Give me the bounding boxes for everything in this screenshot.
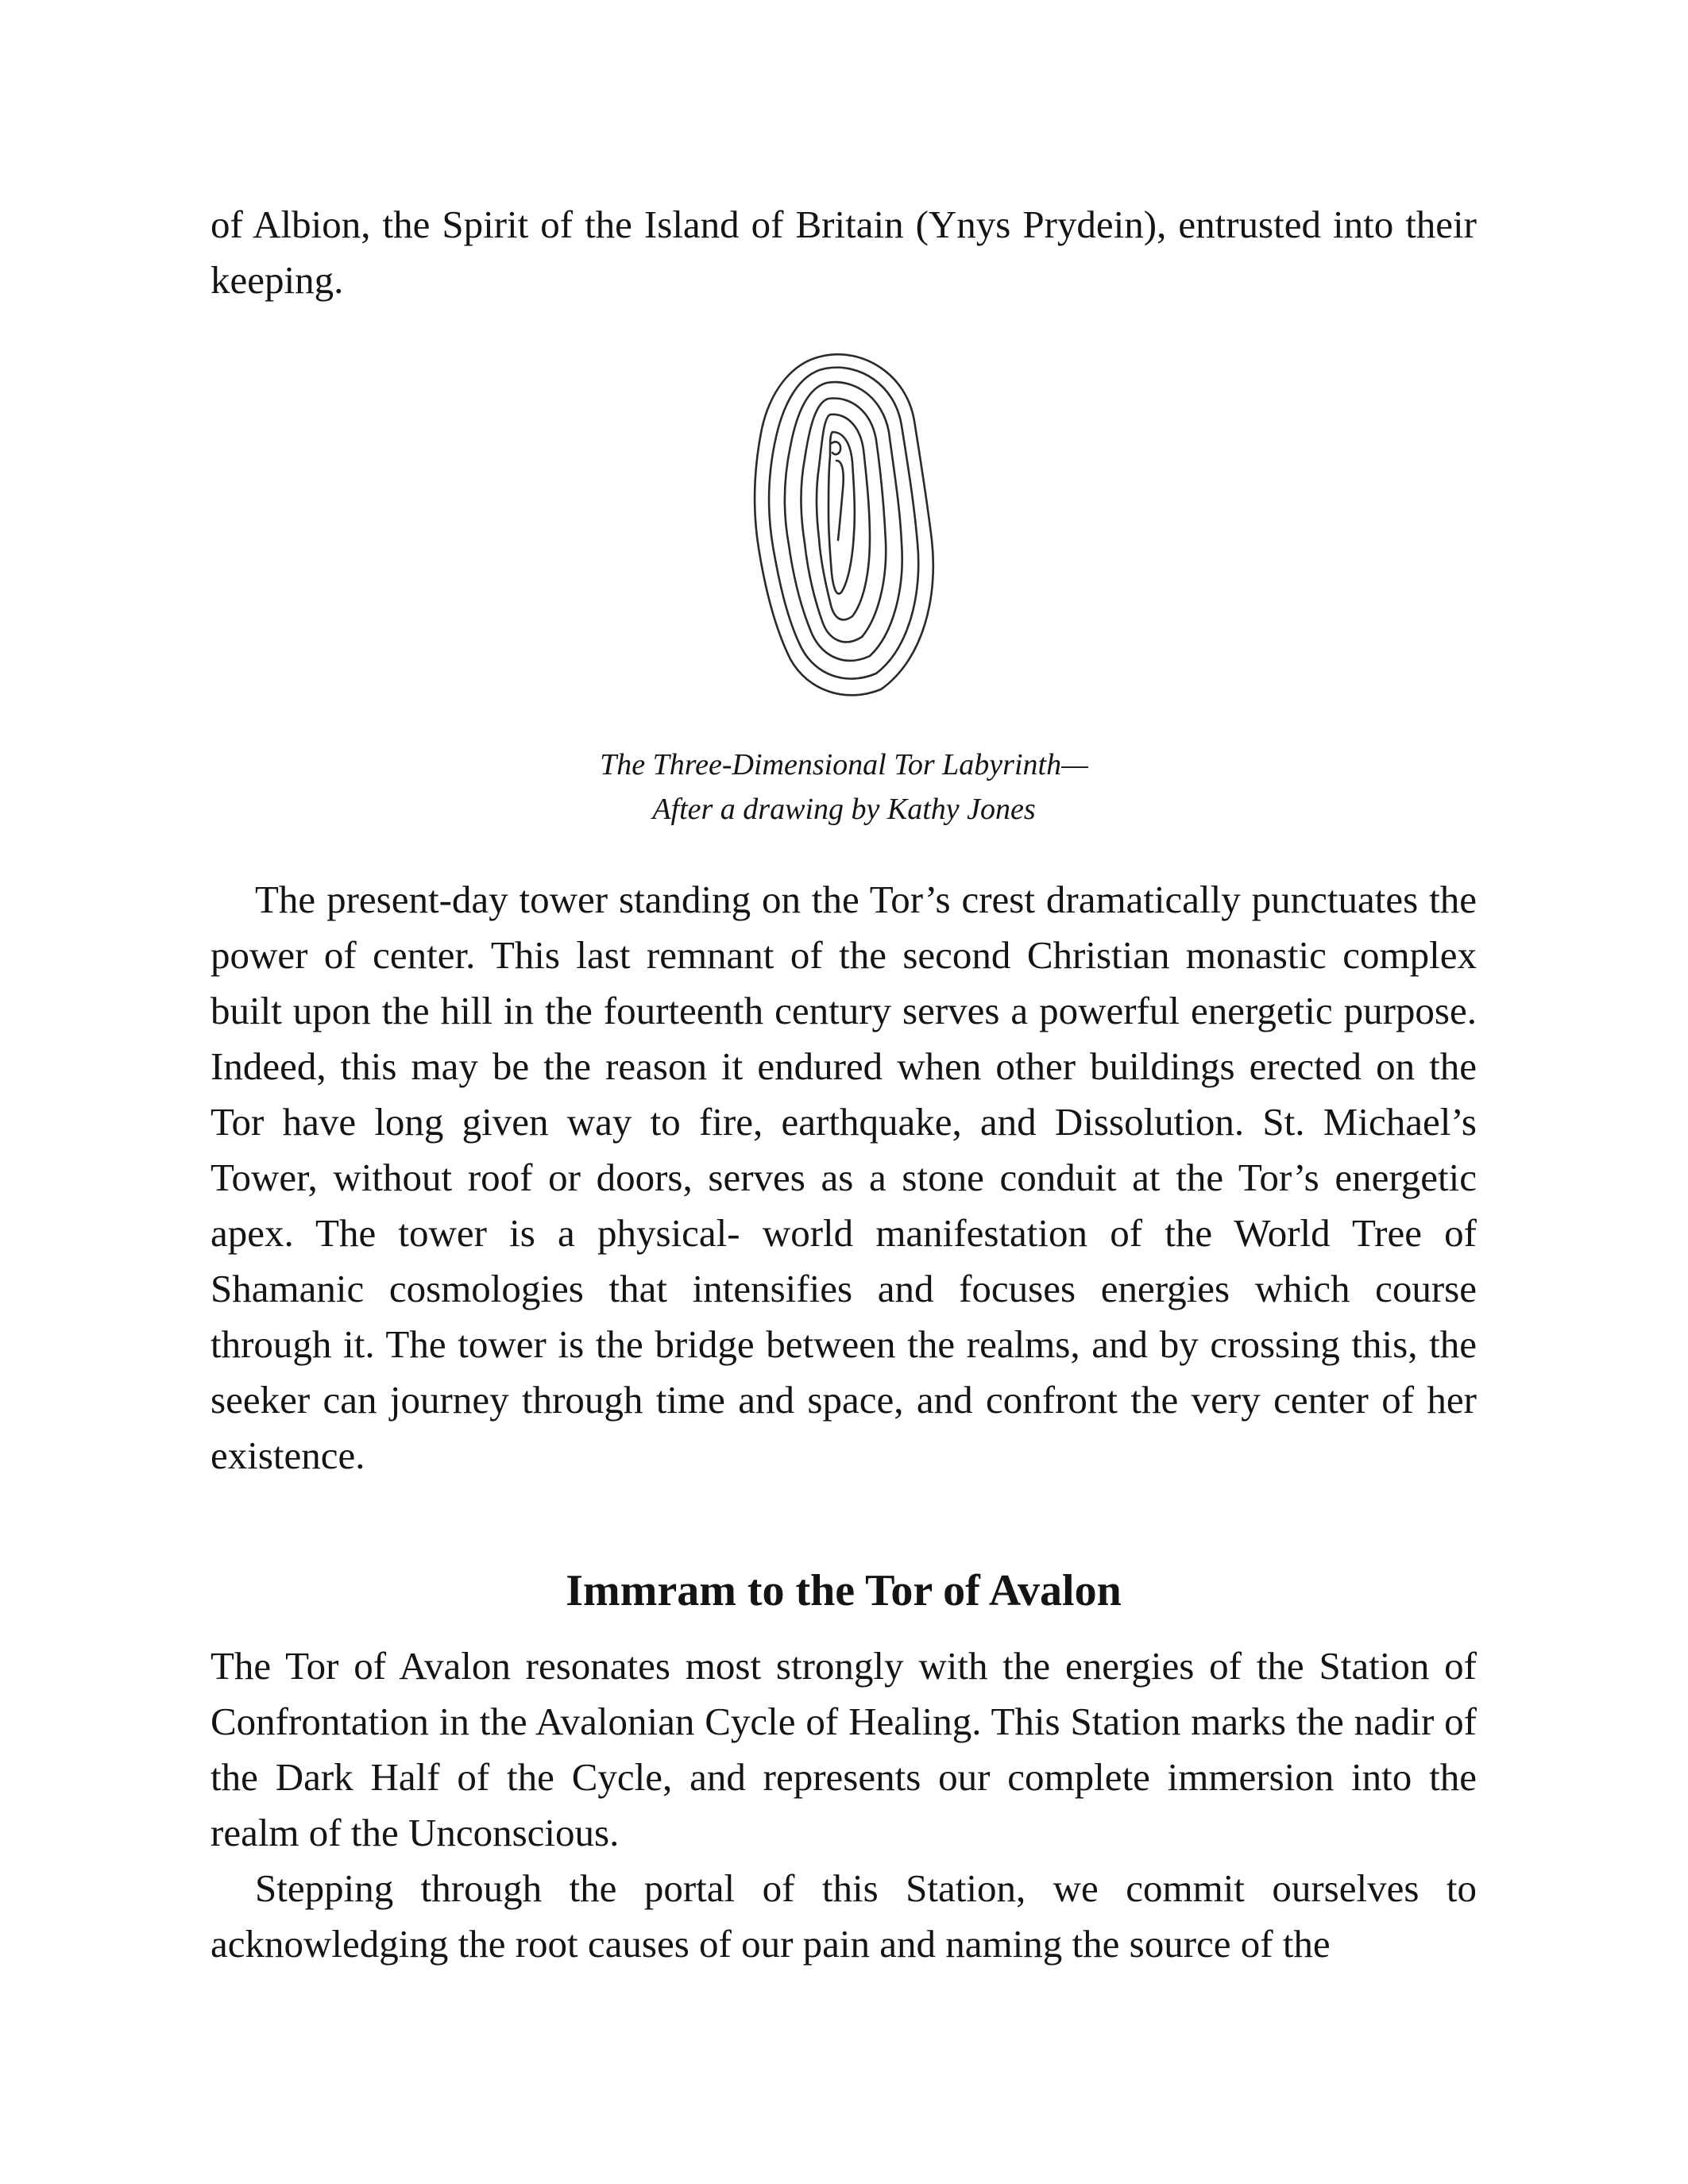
station-paragraph-2: Stepping through the portal of this Station, we commit ourselves to acknowledging the root causes of our pain and naming the source of the [211,1866,1477,1966]
tor-labyrinth-icon [751,349,937,699]
figure-caption [477,743,1211,832]
labyrinth-ring-2 [769,368,918,679]
section-heading: Immram to the Tor of Avalon [566,1566,1122,1615]
station-section [211,1638,1477,1972]
caption-line-1: The Three-Dimensional Tor Labyrinth— [600,748,1088,781]
labyrinth-center [836,461,844,540]
station-paragraph-1: The Tor of Avalon resonates most strongly with the energies of the Station of Confrontation in the Avalonian Cycle of Healing. This Station marks the nadir of the Dark Half of the Cycle, and represents our complete immersion into the realm of the Unconscious. [211,1644,1477,1854]
intro-block [211,197,1477,308]
tower-paragraph: The present-day tower standing on the Tor’s crest dramatically punctuates the power of center. This last remnant of the second Christian monastic complex built upon the hill in the fourteenth century serves a powerful energetic purpose. Indeed, this may be the reason it endured when other buildings erected on the Tor have long given way to fire, earthquake, and Dissolution. St. Michael’s Tower, without roof or doors, serves as a stone conduit at the Tor’s energetic apex. The tower is a physical- world manifestation of the World Tree of Shamanic cosmologies that intensifies and focuses energies which course through it. The tower is the bridge between the realms, and by crossing this, the seeker can journey through time and space, and confront the very center of her existence. [211,878,1477,1477]
labyrinth-center-hook [832,442,840,454]
tower-section [211,872,1477,1484]
caption-line-2: After a drawing by Kathy Jones [652,793,1036,826]
intro-paragraph: of Albion, the Spirit of the Island of Britain (Ynys Prydein), entrusted into their keeping. [211,203,1477,302]
labyrinth-ring-4 [802,398,886,642]
labyrinth-ring-outer [755,354,933,695]
